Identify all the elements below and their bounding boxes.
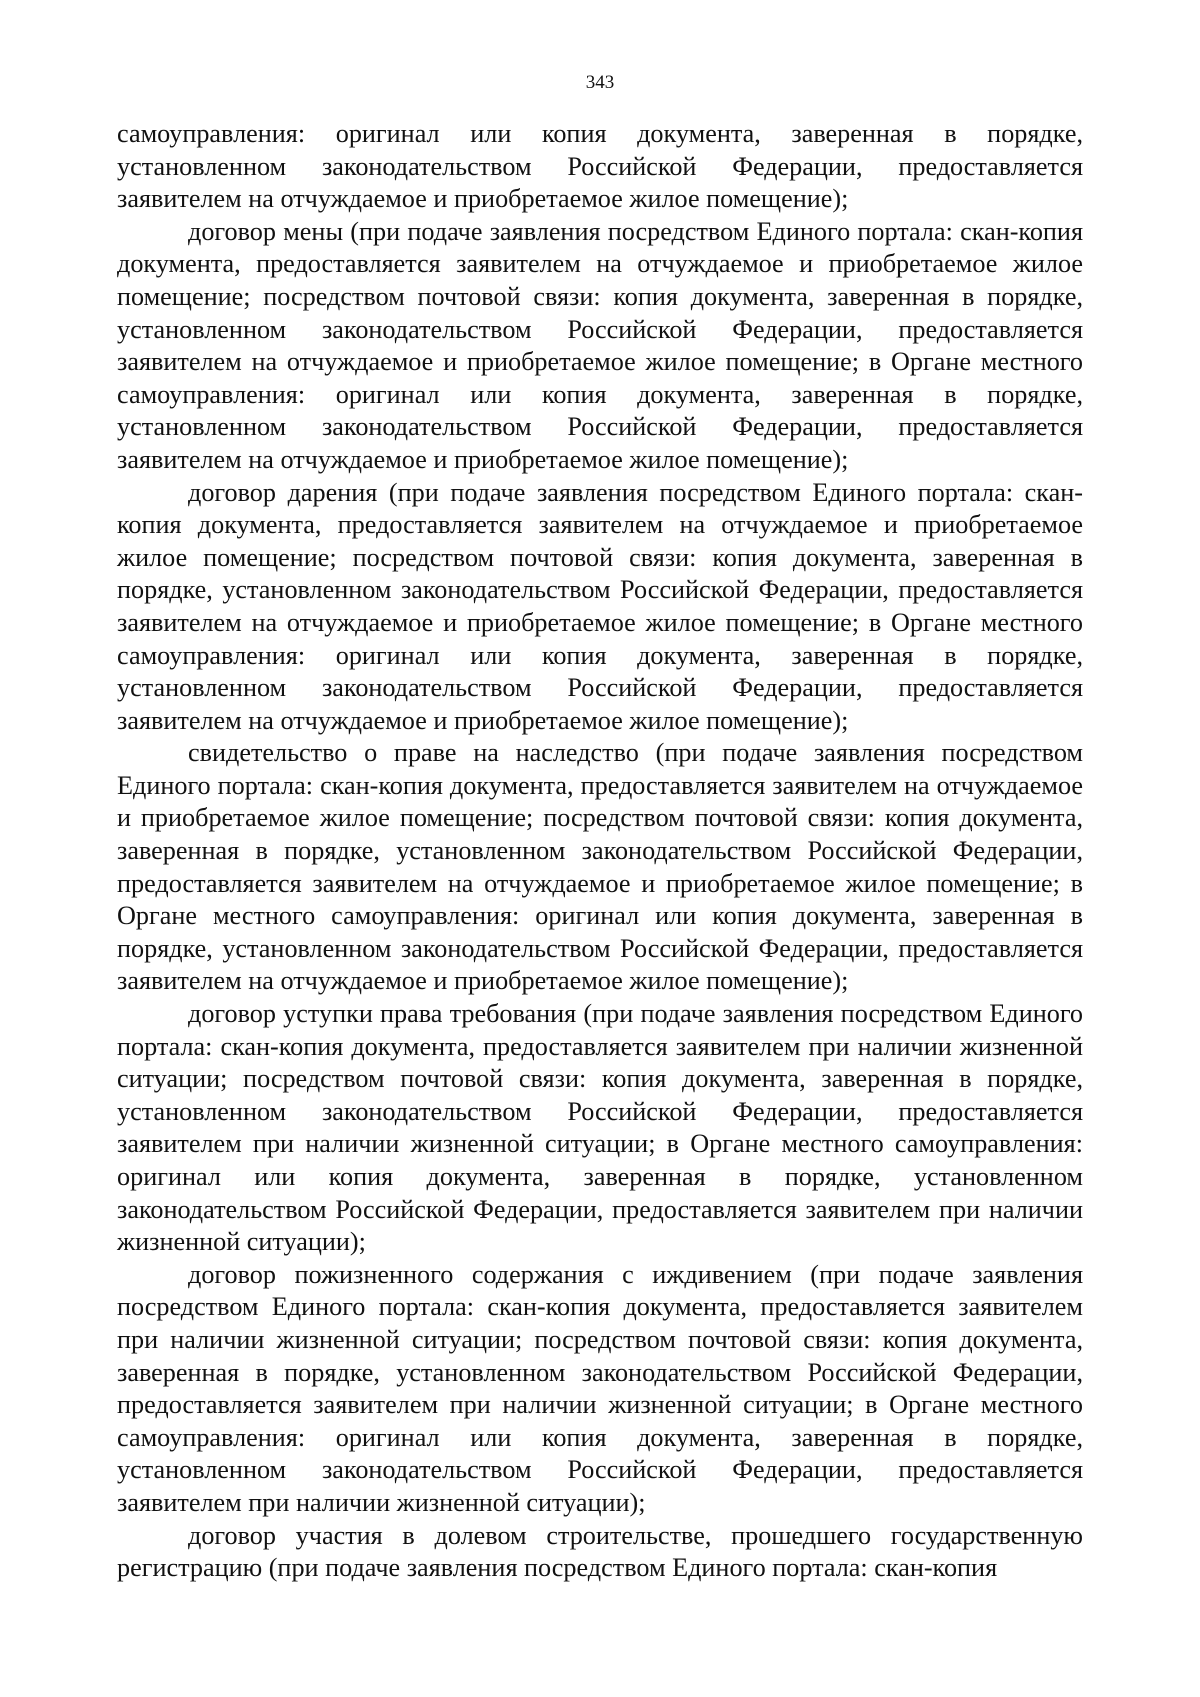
paragraph-continuation: самоуправления: оригинал или копия документа, заверенная в порядке, установленном законодательством Российской Федерации, предоставляется заявителем на отчуждаемое и приобретаемое жилое помещение);: [117, 119, 1083, 214]
document-body: [117, 118, 1083, 1585]
paragraph-assignment-contract: договор уступки права требования (при подаче заявления посредством Единого портала: скан-копия документа, предоставляется заявителем при наличии жизненной ситуации; посредством почтовой связи: копия документа, заверенная в порядке, установленном законодательством Российской Федерации, предоставляется заявителем при наличии жизненной ситуации; в Органе местного самоуправления: оригинал или копия документа, заверенная в порядке, установленном законодательством Российской Федерации, предоставляется заявителем при наличии жизненной ситуации);: [117, 999, 1083, 1257]
paragraph-exchange-contract: договор мены (при подаче заявления посредством Единого портала: скан-копия документа, предоставляется заявителем на отчуждаемое и приобретаемое жилое помещение; посредством почтовой связи: копия документа, заверенная в порядке, установленном законодательством Российской Федерации, предоставляется заявителем на отчуждаемое и приобретаемое жилое помещение; в Органе местного самоуправления: оригинал или копия документа, заверенная в порядке, установленном законодательством Российской Федерации, предоставляется заявителем на отчуждаемое и приобретаемое жилое помещение);: [117, 216, 1083, 474]
paragraph-gift-contract: договор дарения (при подаче заявления посредством Единого портала: скан-копия документа, предоставляется заявителем на отчуждаемое и приобретаемое жилое помещение; посредством почтовой связи: копия документа, заверенная в порядке, установленном законодательством Российской Федерации, предоставляется заявителем на отчуждаемое и приобретаемое жилое помещение; в Органе местного самоуправления: оригинал или копия документа, заверенная в порядке, установленном законодательством Российской Федерации, предоставляется заявителем на отчуждаемое и приобретаемое жилое помещение);: [117, 477, 1083, 735]
paragraph-shared-construction-contract: договор участия в долевом строительстве, прошедшего государственную регистрацию (при подаче заявления посредством Единого портала: скан-копия: [117, 1520, 1083, 1583]
paragraph-inheritance-certificate: свидетельство о праве на наследство (при подаче заявления посредством Единого портала: скан-копия документа, предоставляется заявителем на отчуждаемое и приобретаемое жилое помещение; посредством почтовой связи: копия документа, заверенная в порядке, установленном законодательством Российской Федерации, предоставляется заявителем на отчуждаемое и приобретаемое жилое помещение; в Органе местного самоуправления: оригинал или копия документа, заверенная в порядке, установленном законодательством Российской Федерации, предоставляется заявителем на отчуждаемое и приобретаемое жилое помещение);: [117, 738, 1083, 996]
paragraph-life-maintenance-contract: договор пожизненного содержания с иждивением (при подаче заявления посредством Единого портала: скан-копия документа, предоставляется заявителем при наличии жизненной ситуации; посредством почтовой связи: копия документа, заверенная в порядке, установленном законодательством Российской Федерации, предоставляется заявителем при наличии жизненной ситуации; в Органе местного самоуправления: оригинал или копия документа, заверенная в порядке, установленном законодательством Российской Федерации, предоставляется заявителем при наличии жизненной ситуации);: [117, 1259, 1083, 1517]
page-number: 343: [585, 72, 615, 93]
